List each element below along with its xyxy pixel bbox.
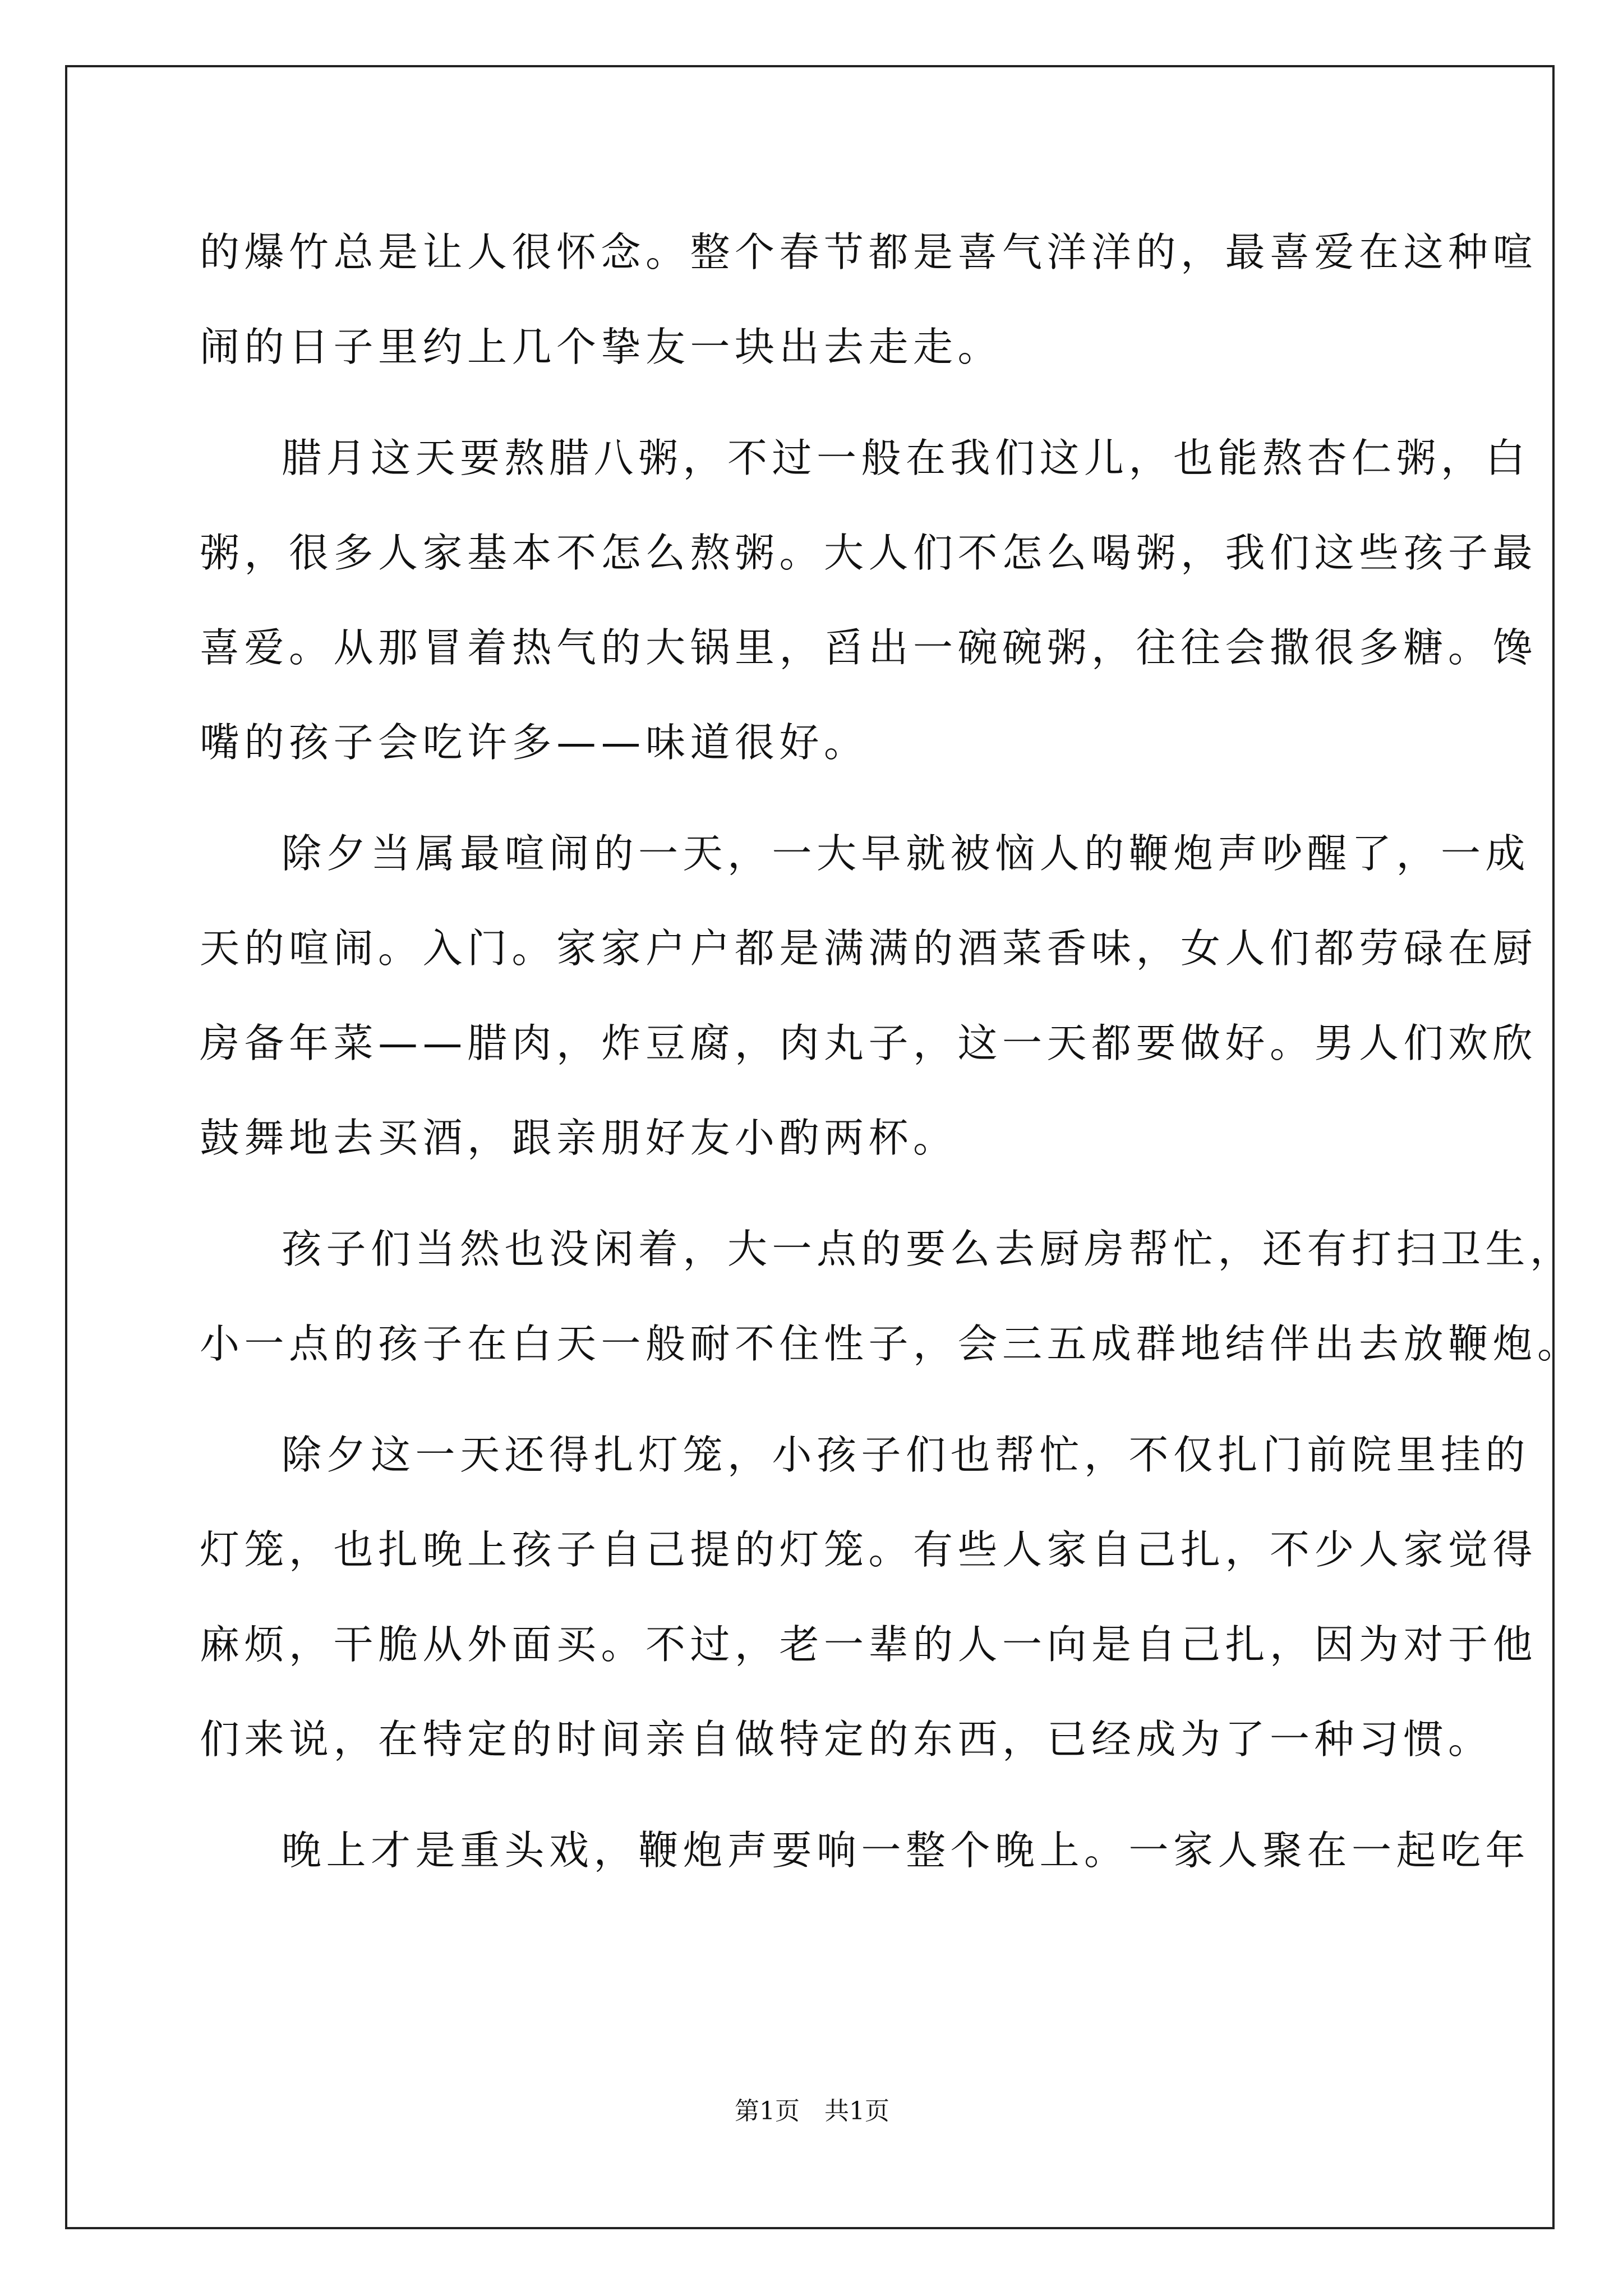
paragraph-first-line: 除夕当属最喧闹的一天，一大早就被恼人的鞭炮声吵醒了，一成 bbox=[282, 830, 1530, 877]
text-line: 闹的日子里约上几个挚友一块出去走走。 bbox=[200, 324, 1003, 370]
text-line: 天的喧闹。入门。家家户户都是满满的酒菜香味，女人们都劳碌在厨 bbox=[200, 925, 1538, 972]
paragraph-first-line: 晚上才是重头戏，鞭炮声要响一整个晚上。一家人聚在一起吃年 bbox=[282, 1827, 1530, 1874]
text-line: 的爆竹总是让人很怀念。整个春节都是喜气洋洋的，最喜爱在这种喧 bbox=[200, 229, 1538, 275]
text-line: 鼓舞地去买酒，跟亲朋好友小酌两杯。 bbox=[200, 1115, 958, 1161]
page-border bbox=[65, 65, 1582, 2229]
text-line: 喜爱。从那冒着热气的大锅里，舀出一碗碗粥，往往会撒很多糖。馋 bbox=[200, 624, 1538, 671]
text-line: 们来说，在特定的时间亲自做特定的东西，已经成为了一种习惯。 bbox=[200, 1716, 1493, 1763]
text-line: 小一点的孩子在白天一般耐不住性子，会三五成群地结伴出去放鞭炮。 bbox=[200, 1320, 1582, 1367]
text-line: 嘴的孩子会吃许多——味道很好。 bbox=[200, 719, 869, 766]
text-line: 灯笼，也扎晚上孩子自己提的灯笼。有些人家自己扎，不少人家觉得 bbox=[200, 1526, 1538, 1573]
paragraph-first-line: 除夕这一天还得扎灯笼，小孩子们也帮忙，不仅扎门前院里挂的 bbox=[282, 1432, 1530, 1478]
paragraph-first-line: 腊月这天要熬腊八粥，不过一般在我们这儿，也能熬杏仁粥，白 bbox=[282, 435, 1530, 481]
page-footer: 第1页 共1页 bbox=[735, 2097, 889, 2125]
text-line: 房备年菜——腊肉，炸豆腐，肉丸子，这一天都要做好。男人们欢欣 bbox=[200, 1020, 1538, 1066]
text-line: 粥，很多人家基本不怎么熬粥。大人们不怎么喝粥，我们这些孩子最 bbox=[200, 530, 1538, 576]
text-line: 麻烦，干脆从外面买。不过，老一辈的人一向是自己扎，因为对于他 bbox=[200, 1621, 1538, 1668]
paragraph-first-line: 孩子们当然也没闲着，大一点的要么去厨房帮忙，还有打扫卫生， bbox=[282, 1226, 1575, 1272]
